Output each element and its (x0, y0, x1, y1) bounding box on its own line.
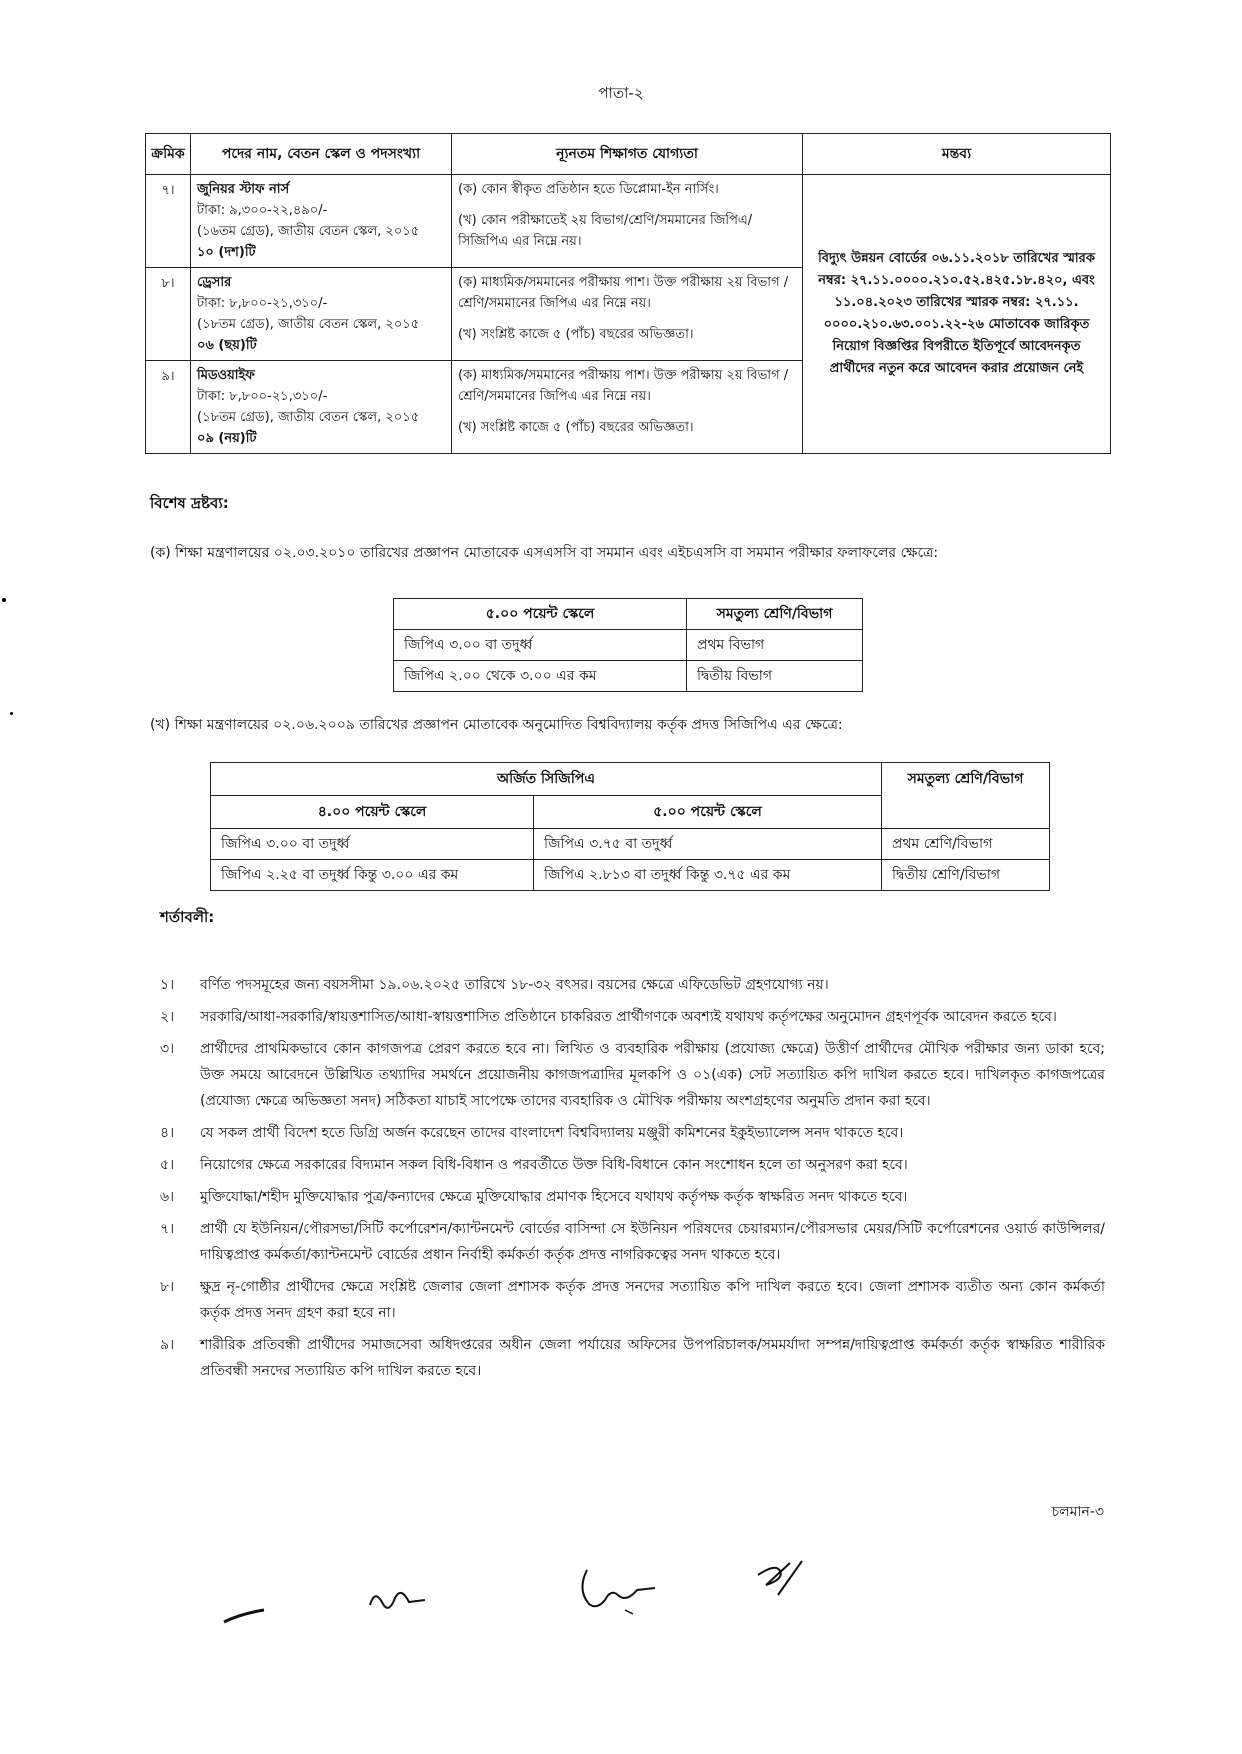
cgpa-equivalence-table (210, 762, 1050, 891)
condition-number: ৭। (160, 1221, 175, 1237)
cgpa-cell-5: জিপিএ ৩.৭৫ বা তদুর্ধ্ব (534, 829, 882, 860)
signature-2 (365, 1580, 435, 1620)
condition-number: ১। (160, 977, 175, 993)
condition-number: ২। (160, 1009, 175, 1025)
header-qualification: ন্যূনতম শিক্ষাগত যোগ্যতা (452, 134, 803, 175)
cgpa-cell-4: জিপিএ ৩.০০ বা তদুর্ধ্ব (211, 829, 534, 860)
gpa-cell: জিপিএ ২.০০ থেকে ৩.০০ এর কম (394, 661, 687, 692)
posts-table (145, 133, 1111, 454)
condition-text: মুক্তিযোদ্ধা/শহীদ মুক্তিযোদ্ধার পুত্র/কন্যাদের ক্ষেত্রে মুক্তিযোদ্ধার প্রমাণক হিসেবে যথাযথ কর্তৃপক্ষ কর্তৃক স্বাক্ষরিত সনদ থাকতে হবে। (200, 1189, 908, 1205)
gpa-header-scale: ৫.০০ পয়েন্ট স্কেলে (394, 599, 687, 630)
condition-text: যে সকল প্রার্থী বিদেশ হতে ডিগ্রি অর্জন করেছেন তাদের বাংলাদেশ বিশ্ববিদ্যালয় মঞ্জুরী কমিশনের ইকুইভ্যালেন্স সনদ থাকতে হবে। (200, 1125, 904, 1141)
post-count: ০৬ (ছয়)টি (197, 338, 257, 353)
condition-number: ৩। (160, 1041, 175, 1057)
table-row (211, 860, 1050, 891)
post-name: ড্রেসার (197, 275, 232, 290)
condition-text: নিয়োগের ক্ষেত্রে সরকারের বিদ্যমান সকল বিধি-বিধান ও পরবর্তীতে উক্ত বিধি-বিধানে কোন সংশোধন হলে তা অনুসরণ করা হবে। (200, 1157, 908, 1173)
qualification-a: (ক) মাধ্যমিক/সমমানের পরীক্ষায় পাশ। উক্ত পরীক্ষায় ২য় বিভাগ /শ্রেণি/সমমানের জিপিএ এর নিম্নে নয়। (458, 368, 789, 404)
list-item (160, 1152, 1105, 1178)
condition-number: ৮। (160, 1279, 175, 1295)
gpa-equiv-cell: দ্বিতীয় বিভাগ (687, 661, 863, 692)
condition-number: ৬। (160, 1189, 175, 1205)
special-note-para-a: (ক) শিক্ষা মন্ত্রণালয়ের ০২.০৩.২০১০ তারিখের প্রজ্ঞাপন মোতাবেক এসএসসি বা সমমান এবং এইচএসসি বা সমমান পরীক্ষার ফলাফলের ক্ষেত্রে: (150, 545, 939, 561)
list-item (160, 1332, 1105, 1384)
qualification-b: (খ) সংশ্লিষ্ট কাজে ৫ (পাঁচ) বছরের অভিজ্ঞতা। (458, 420, 694, 435)
post-name: জুনিয়র স্টাফ নার্স (197, 182, 290, 197)
signature-3 (575, 1560, 665, 1620)
header-post: পদের নাম, বেতন স্কেল ও পদসংখ্যা (191, 134, 452, 175)
post-name: মিডওয়াইফ (197, 368, 255, 383)
table-row (394, 661, 863, 692)
special-note-heading: বিশেষ দ্রষ্টব্য: (150, 494, 229, 512)
gpa-equivalence-table (393, 598, 863, 692)
qualification-cell (452, 361, 803, 454)
qualification-a: (ক) কোন স্বীকৃত প্রতিষ্ঠান হতে ডিপ্লোমা-ইন নার্সিং। (458, 182, 719, 197)
cgpa-cell-4: জিপিএ ২.২৫ বা তদুর্ধ্ব কিন্তু ৩.০০ এর কম (211, 860, 534, 891)
qualification-cell (452, 268, 803, 361)
header-remarks: মন্তব্য (803, 134, 1111, 175)
serial-cell: ৭। (146, 175, 191, 268)
post-grade: (১৮তম গ্রেড), জাতীয় বেতন স্কেল, ২০১৫ (197, 410, 420, 425)
cgpa-cell-5: জিপিএ ২.৮১৩ বা তদুর্ধ্ব কিন্তু ৩.৭৫ এর কম (534, 860, 882, 891)
scan-mark (10, 712, 13, 715)
post-pay: টাকা: ৯,৩০০-২২,৪৯০/- (197, 203, 328, 218)
gpa-header-equiv: সমতুল্য শ্রেণি/বিভাগ (687, 599, 863, 630)
conditions-heading: শর্তাবলী: (160, 908, 215, 926)
qualification-cell (452, 175, 803, 268)
qualification-b: (খ) কোন পরীক্ষাতেই ২য় বিভাগ/শ্রেণি/সমমানের জিপিএ/ সিজিপিএ এর নিম্নে নয়। (458, 213, 753, 249)
condition-number: ৫। (160, 1157, 175, 1173)
gpa-equiv-cell: প্রথম বিভাগ (687, 630, 863, 661)
condition-number: ৪। (160, 1125, 175, 1141)
cgpa-group-header: অর্জিত সিজিপিএ (211, 763, 882, 796)
condition-number: ৯। (160, 1337, 175, 1353)
table-row (146, 175, 1111, 268)
list-item (160, 1120, 1105, 1146)
condition-text: প্রার্থী যে ইউনিয়ন/পৌরসভা/সিটি কর্পোরেশন/ক্যান্টনমেন্ট বোর্ডের বাসিন্দা সে ইউনিয়ন পরিষদের চেয়ারম্যান/পৌরসভার মেয়র/সিটি কর্পোরেশনের ওয়ার্ড কাউন্সিলর/দায়িত্বপ্রাপ্ত কর্মকর্তা/ক্যান্টনমেন্ট বোর্ডের প্রধান নির্বাহী কর্মকর্তা কর্তৃক প্রদত্ত নাগরিকত্বের সনদ থাকতে হবে। (200, 1221, 1105, 1263)
cgpa-subheader-4: ৪.০০ পয়েন্ট স্কেলে (211, 796, 534, 829)
post-cell (191, 268, 452, 361)
condition-text: সরকারি/আধা-সরকারি/স্বায়ত্তশাসিত/আধা-স্বায়ত্তশাসিত প্রতিষ্ঠানে চাকরিরত প্রার্থীগণকে অবশ্যই যথাযথ কর্তৃপক্ষের অনুমোদন গ্রহণপূর্বক আবেদন করতে হবে। (200, 1009, 1057, 1025)
list-item (160, 972, 1105, 998)
gpa-cell: জিপিএ ৩.০০ বা তদুর্ধ্ব (394, 630, 687, 661)
post-count: ০৯ (নয়)টি (197, 431, 257, 446)
table-row (394, 630, 863, 661)
serial-cell: ৮। (146, 268, 191, 361)
cgpa-equiv-cell: দ্বিতীয় শ্রেণি/বিভাগ (882, 860, 1050, 891)
post-pay: টাকা: ৮,৮০০-২১,৩১০/- (197, 296, 328, 311)
list-item (160, 1184, 1105, 1210)
condition-text: বর্ণিত পদসমূহের জন্য বয়সসীমা ১৯.০৬.২০২৫ তারিখে ১৮-৩২ বৎসর। বয়সের ক্ষেত্রে এফিডেভিট গ্রহণযোগ্য নয়। (200, 977, 829, 993)
continued-label: চলমান-৩ (1051, 1504, 1104, 1520)
serial-cell: ৯। (146, 361, 191, 454)
special-note-para-b: (খ) শিক্ষা মন্ত্রণালয়ের ০২.০৬.২০০৯ তারিখের প্রজ্ঞাপন মোতাবেক অনুমোদিত বিশ্ববিদ্যালয় কর্তৃক প্রদত্ত সিজিপিএ এর ক্ষেত্রে: (150, 717, 843, 733)
conditions-list (160, 972, 1105, 1390)
qualification-b: (খ) সংশ্লিষ্ট কাজে ৫ (পাঁচ) বছরের অভিজ্ঞতা। (458, 327, 694, 342)
list-item (160, 1216, 1105, 1268)
post-grade: (১৬তম গ্রেড), জাতীয় বেতন স্কেল, ২০১৫ (197, 224, 420, 239)
cgpa-subheader-5: ৫.০০ পয়েন্ট স্কেলে (534, 796, 882, 829)
cgpa-equiv-header: সমতুল্য শ্রেণি/বিভাগ (882, 763, 1050, 829)
post-grade: (১৮তম গ্রেড), জাতীয় বেতন স্কেল, ২০১৫ (197, 317, 420, 332)
list-item (160, 1004, 1105, 1030)
scan-mark (2, 598, 6, 602)
condition-text: ক্ষুদ্র নৃ-গোষ্ঠীর প্রার্থীদের ক্ষেত্রে সংশ্লিষ্ট জেলার জেলা প্রশাসক কর্তৃক প্রদত্ত সনদের সত্যায়িত কপি দাখিল করতে হবে। জেলা প্রশাসক ব্যতীত অন্য কোন কর্মকর্তা কর্তৃক প্রদত্ত সনদ গ্রহণ করা হবে না। (200, 1279, 1105, 1321)
list-item (160, 1036, 1105, 1114)
condition-text: প্রার্থীদের প্রাথমিকভাবে কোন কাগজপত্র প্রেরণ করতে হবে না। লিখিত ও ব্যবহারিক পরীক্ষায় (প্রযোজ্য ক্ষেত্রে) উত্তীর্ণ প্রার্থীদের মৌখিক পরীক্ষার জন্য ডাকা হবে; উক্ত সময়ে আবেদনে উল্লিখিত তথ্যাদির সমর্থনে প্রয়োজনীয় কাগজপত্রাদির মূলকপি ও ০১(এক) সেট সত্যায়িত কপি দাখিল করতে হবে। দাখিলকৃত কাগজপত্রের (প্রযোজ্য ক্ষেত্রে অভিজ্ঞতা সনদ) সঠিকতা যাচাই সাপেক্ষে তাদের ব্যবহারিক ও মৌখিক পরীক্ষায় অংশগ্রহণের অনুমতি প্রদান করা হবে। (200, 1041, 1105, 1109)
cgpa-equiv-cell: প্রথম শ্রেণি/বিভাগ (882, 829, 1050, 860)
qualification-a: (ক) মাধ্যমিক/সমমানের পরীক্ষায় পাশ। উক্ত পরীক্ষায় ২য় বিভাগ /শ্রেণি/সমমানের জিপিএ এর নিম্নে নয়। (458, 275, 789, 311)
condition-text: শারীরিক প্রতিবন্ধী প্রার্থীদের সমাজসেবা অধিদপ্তরের অধীন জেলা পর্যায়ের অফিসের উপপরিচালক/সমমর্যাদা সম্পন্ন/দায়িত্বপ্রাপ্ত কর্মকর্তা কর্তৃক স্বাক্ষরিত শারীরিক প্রতিবন্ধী সনদের সত্যায়িত কপি দাখিল করতে হবে। (200, 1337, 1105, 1379)
table-row (211, 829, 1050, 860)
signature-4 (750, 1555, 810, 1600)
post-cell (191, 175, 452, 268)
signature-1 (220, 1600, 270, 1630)
list-item (160, 1274, 1105, 1326)
post-count: ১০ (দশ)টি (197, 245, 256, 260)
header-serial: ক্রমিক (146, 134, 191, 175)
post-cell (191, 361, 452, 454)
post-pay: টাকা: ৮,৮০০-২১,৩১০/- (197, 389, 328, 404)
page-number: পাতা-২ (598, 84, 644, 102)
remarks-cell: বিদ্যুৎ উন্নয়ন বোর্ডের ০৬.১১.২০১৮ তারিখের স্মারক নম্বর: ২৭.১১.০০০০.২১০.৫২.৪২৫.১৮.৪২০, এবং ১১.০৪.২০২৩ তারিখের স্মারক নম্বর: ২৭.১১. ০০০০.২১০.৬৩.০০১.২২-২৬ মোতাবেক জারিকৃত নিয়োগ বিজ্ঞপ্তির বিপরীতে ইতিপূর্বে আবেদনকৃত প্রার্থীদের নতুন করে আবেদন করার প্রয়োজন নেই (803, 175, 1111, 454)
